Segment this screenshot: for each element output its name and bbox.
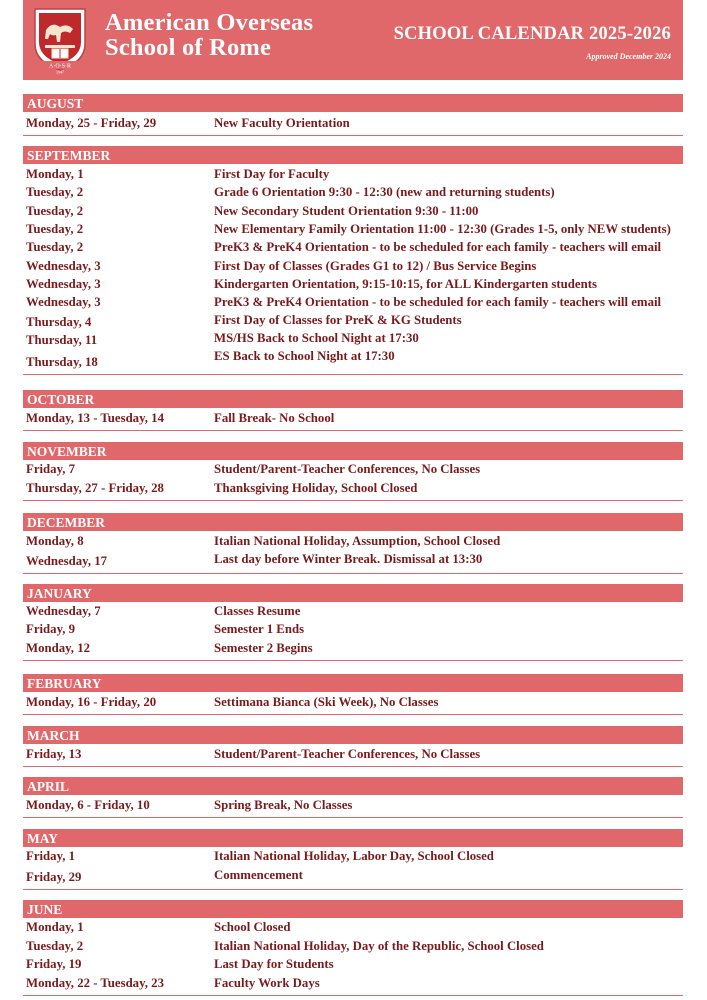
entry-event: New Faculty Orientation xyxy=(214,116,350,130)
entry-event: Last day before Winter Break. Dismissal at 13:30 xyxy=(214,552,483,566)
entry-event: ES Back to School Night at 17:30 xyxy=(214,349,395,363)
entry-event: PreK3 & PreK4 Orientation - to be scheduled for each family - teachers will email xyxy=(214,295,662,309)
entry-event: Italian National Holiday, Day of the Republic, School Closed xyxy=(214,939,544,953)
entry-date: Tuesday, 2 xyxy=(26,240,84,254)
school-crest-logo xyxy=(32,6,88,74)
month-divider xyxy=(23,500,683,501)
entry-event: Grade 6 Orientation 9:30 - 12:30 (new and returning students) xyxy=(214,185,555,199)
page-header xyxy=(23,0,683,80)
entry-event: MS/HS Back to School Night at 17:30 xyxy=(214,331,419,345)
entry-event: Classes Resume xyxy=(214,604,301,618)
month-header-november: NOVEMBER xyxy=(23,442,683,460)
month-divider xyxy=(23,714,683,715)
entry-date: Friday, 9 xyxy=(26,622,76,636)
month-header-february: FEBRUARY xyxy=(23,674,683,692)
entry-date: Friday, 1 xyxy=(26,849,76,863)
month-header-september: SEPTEMBER xyxy=(23,146,683,164)
entry-event: Last Day for Students xyxy=(214,957,334,971)
school-name-line2: School of Rome xyxy=(105,34,272,61)
entry-date: Monday, 6 - Friday, 10 xyxy=(26,798,150,812)
entry-event: First Day of Classes (Grades G1 to 12) / Bus Service Begins xyxy=(214,259,537,273)
entry-event: Italian National Holiday, Assumption, School Closed xyxy=(214,534,501,548)
entry-date: Tuesday, 2 xyxy=(26,185,84,199)
entry-event: Kindergarten Orientation, 9:15-10:15, for ALL Kindergarten students xyxy=(214,277,597,291)
entry-event: Thanksgiving Holiday, School Closed xyxy=(214,481,418,495)
entry-date: Monday, 25 - Friday, 29 xyxy=(26,116,157,130)
month-divider xyxy=(23,374,683,375)
month-header-august: AUGUST xyxy=(23,94,683,112)
entry-event: Faculty Work Days xyxy=(214,976,320,990)
calendar-title: SCHOOL CALENDAR 2025-2026 xyxy=(393,24,671,44)
svg-text:A·O·S·R: A·O·S·R xyxy=(49,63,71,70)
entry-date: Thursday, 18 xyxy=(26,355,98,369)
entry-date: Wednesday, 3 xyxy=(26,277,101,291)
month-header-january: JANUARY xyxy=(23,584,683,602)
entry-date: Thursday, 4 xyxy=(26,315,92,329)
month-header-december: DECEMBER xyxy=(23,513,683,531)
entry-date: Tuesday, 2 xyxy=(26,204,84,218)
entry-date: Tuesday, 2 xyxy=(26,222,84,236)
entry-event: Student/Parent-Teacher Conferences, No Classes xyxy=(214,462,481,476)
entry-event: PreK3 & PreK4 Orientation - to be scheduled for each family - teachers will email xyxy=(214,240,662,254)
entry-date: Thursday, 11 xyxy=(26,333,98,347)
entry-date: Monday, 13 - Tuesday, 14 xyxy=(26,411,164,425)
entry-date: Monday, 1 xyxy=(26,167,84,181)
month-divider xyxy=(23,766,683,767)
entry-event: New Secondary Student Orientation 9:30 - 11:00 xyxy=(214,204,479,218)
month-divider xyxy=(23,817,683,818)
entry-date: Thursday, 27 - Friday, 28 xyxy=(26,481,164,495)
entry-event: Spring Break, No Classes xyxy=(214,798,353,812)
entry-date: Monday, 22 - Tuesday, 23 xyxy=(26,976,164,990)
entry-event: Semester 1 Ends xyxy=(214,622,305,636)
school-name-line1: American Overseas xyxy=(105,9,314,36)
entry-event: First Day of Classes for PreK & KG Students xyxy=(214,313,462,327)
month-divider xyxy=(23,135,683,136)
month-header-june: JUNE xyxy=(23,900,683,918)
entry-event: First Day for Faculty xyxy=(214,167,330,181)
entry-event: Italian National Holiday, Labor Day, School Closed xyxy=(214,849,494,863)
entry-date: Friday, 7 xyxy=(26,462,76,476)
entry-date: Tuesday, 2 xyxy=(26,939,84,953)
entry-date: Friday, 19 xyxy=(26,957,82,971)
month-divider xyxy=(23,573,683,574)
month-header-march: MARCH xyxy=(23,726,683,744)
approval-note: Approved December 2024 xyxy=(586,52,671,61)
entry-date: Wednesday, 7 xyxy=(26,604,101,618)
entry-event: Semester 2 Begins xyxy=(214,641,313,655)
entry-date: Monday, 16 - Friday, 20 xyxy=(26,695,157,709)
month-divider xyxy=(23,889,683,890)
entry-date: Wednesday, 3 xyxy=(26,295,101,309)
month-divider xyxy=(23,430,683,431)
entry-event: School Closed xyxy=(214,920,291,934)
entry-date: Monday, 12 xyxy=(26,641,90,655)
entry-date: Wednesday, 17 xyxy=(26,554,108,568)
month-divider xyxy=(23,995,683,996)
entry-date: Monday, 8 xyxy=(26,534,84,548)
svg-text:1947: 1947 xyxy=(56,69,64,74)
entry-date: Friday, 29 xyxy=(26,870,82,884)
entry-event: Fall Break- No School xyxy=(214,411,335,425)
entry-date: Wednesday, 3 xyxy=(26,259,101,273)
entry-date: Friday, 13 xyxy=(26,747,82,761)
month-header-april: APRIL xyxy=(23,777,683,795)
month-header-may: MAY xyxy=(23,829,683,847)
entry-event: Settimana Bianca (Ski Week), No Classes xyxy=(214,695,439,709)
month-divider xyxy=(23,660,683,661)
entry-date: Monday, 1 xyxy=(26,920,84,934)
entry-event: Commencement xyxy=(214,868,303,882)
entry-event: Student/Parent-Teacher Conferences, No Classes xyxy=(214,747,481,761)
month-header-october: OCTOBER xyxy=(23,390,683,408)
entry-event: New Elementary Family Orientation 11:00 - 12:30 (Grades 1-5, only NEW students) xyxy=(214,222,671,236)
school-name xyxy=(105,10,313,60)
